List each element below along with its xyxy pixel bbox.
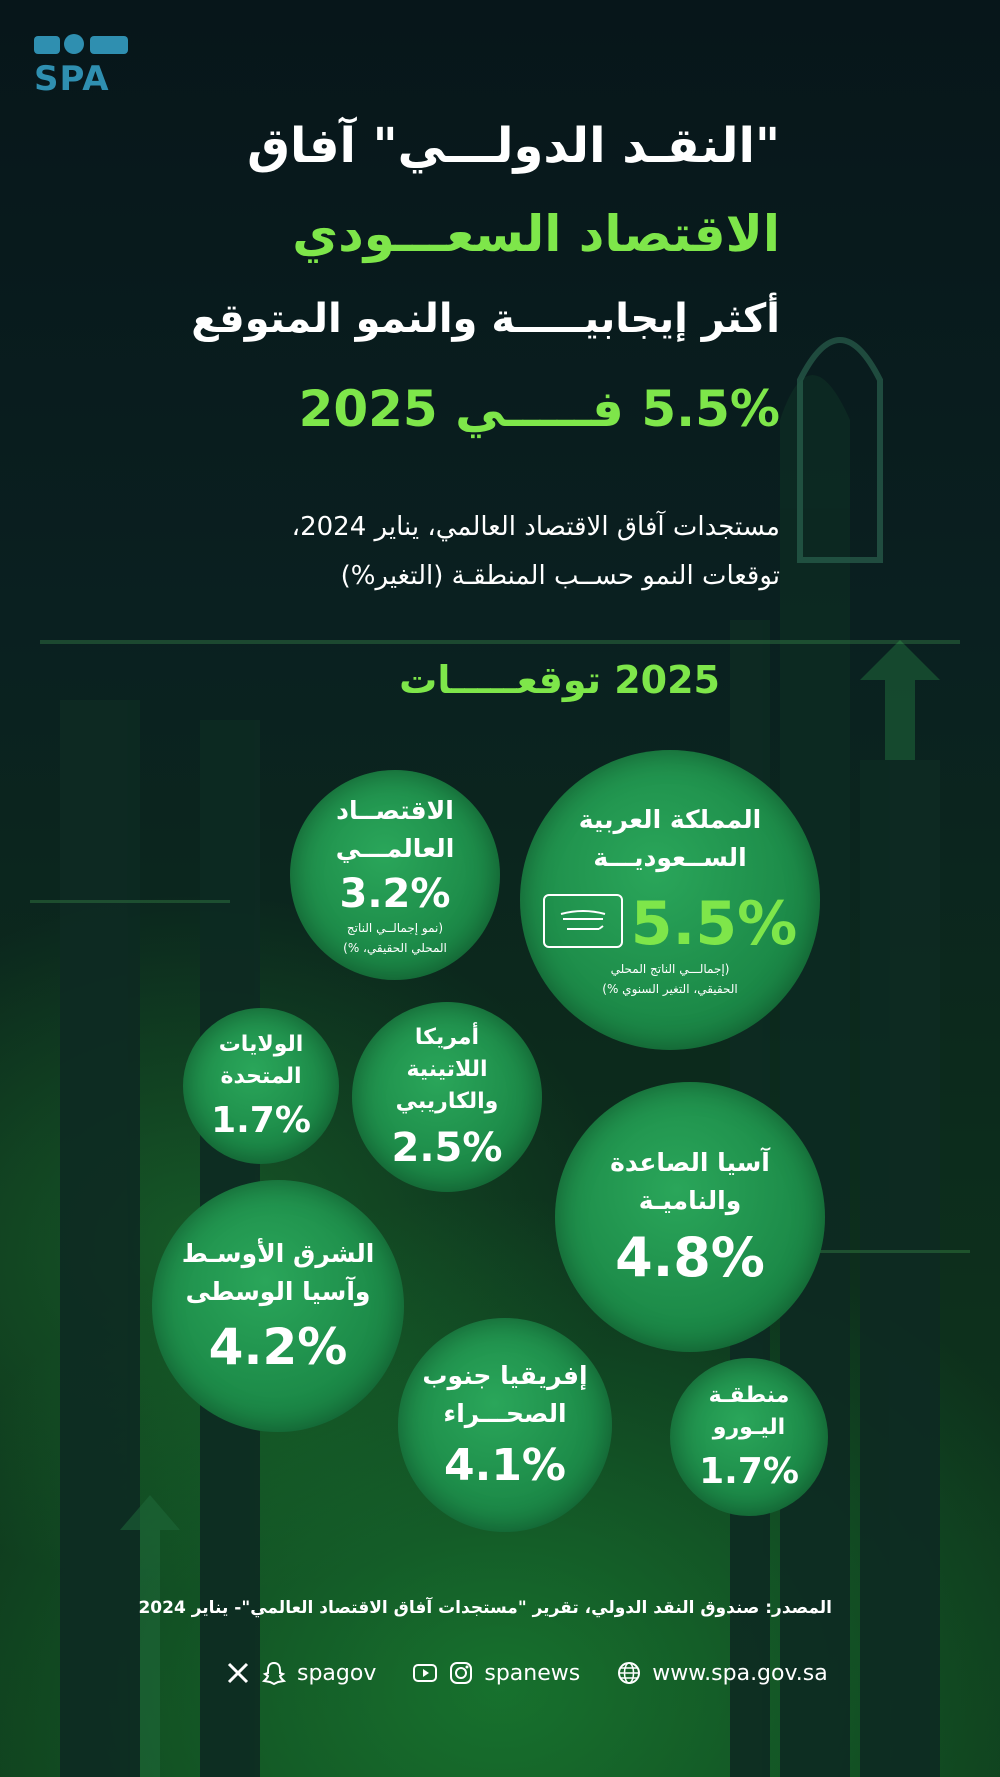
subtitle-line-1: مستجدات آفاق الاقتصاد العالمي، يناير 2024، xyxy=(291,512,780,542)
latam-label-3: والكاريبي xyxy=(395,1089,499,1114)
spa-logo-text: SPA xyxy=(34,59,110,99)
circle-united-states xyxy=(183,1008,339,1164)
ksa-value: 5.5% xyxy=(630,889,798,959)
ksa-note-1: (إجمالـــي الناتج المحلي xyxy=(610,962,730,976)
euro-value: 1.7% xyxy=(699,1451,799,1492)
website-link[interactable]: www.spa.gov.sa xyxy=(652,1660,828,1686)
circle-world-economy xyxy=(290,770,500,980)
latam-label-2: اللاتينية xyxy=(406,1057,488,1082)
circle-euro-area xyxy=(670,1358,828,1516)
source-note: المصدر: صندوق النقد الدولي، تقرير "مستجدات آفاق الاقتصاد العالمي"- يناير 2024 xyxy=(138,1598,832,1618)
euro-label-1: منطقـة xyxy=(708,1383,790,1408)
x-icon[interactable] xyxy=(225,1660,251,1686)
me-label-1: الشرق الأوسـط xyxy=(181,1239,375,1268)
globe-icon xyxy=(616,1660,642,1686)
flag-emblem-icon xyxy=(543,894,623,948)
spa-logo-emblem-icon xyxy=(34,30,134,60)
usa-label-2: المتحدة xyxy=(220,1064,302,1089)
headline-line-4: 5.5% فـــــي 2025 xyxy=(298,380,780,438)
africa-label-2: الصحـــراء xyxy=(443,1399,567,1428)
usa-value: 1.7% xyxy=(211,1100,311,1141)
euro-label-2: اليـورو xyxy=(712,1415,786,1440)
usa-label-1: الولايات xyxy=(218,1032,304,1057)
asia-label-1: آسيا الصاعدة xyxy=(610,1148,770,1177)
footer-social-bar xyxy=(225,1660,828,1686)
world-label-2: العالمـــي xyxy=(335,834,455,863)
snapchat-icon[interactable] xyxy=(261,1660,287,1686)
spa-logo xyxy=(34,30,134,100)
circle-saudi-arabia xyxy=(520,750,820,1050)
latam-value: 2.5% xyxy=(391,1125,503,1171)
handle-spagov[interactable]: spagov xyxy=(297,1660,377,1686)
asia-label-2: والناميـة xyxy=(638,1186,742,1215)
world-label-1: الاقتصــاد xyxy=(336,796,454,825)
me-label-2: وآسيا الوسطى xyxy=(185,1277,371,1306)
headline-line-2: الاقتصاد السعـــودي xyxy=(292,205,780,263)
forecast-title: 2025 توقعـــــات xyxy=(399,658,720,702)
ksa-note-2: الحقيقي، التغير السنوي %) xyxy=(602,982,738,996)
circle-emerging-asia xyxy=(555,1082,825,1352)
me-value: 4.2% xyxy=(208,1318,348,1376)
africa-value: 4.1% xyxy=(443,1440,567,1491)
circle-middle-east-central-asia xyxy=(152,1180,404,1432)
asia-value: 4.8% xyxy=(615,1226,765,1289)
circle-sub-saharan-africa xyxy=(398,1318,612,1532)
subtitle-line-2: توقعات النمو حســب المنطقـة (التغير%) xyxy=(340,561,780,591)
circle-latin-america xyxy=(352,1002,542,1192)
africa-label-1: إفريقيا جنوب xyxy=(422,1361,588,1390)
handle-spanews[interactable]: spanews xyxy=(484,1660,581,1686)
ksa-label-2: الســعوديـــة xyxy=(593,843,747,872)
instagram-icon[interactable] xyxy=(448,1660,474,1686)
ksa-label-1: المملكة العربية xyxy=(578,805,762,834)
world-note-2: المحلي الحقيقي، %) xyxy=(343,941,447,955)
world-value: 3.2% xyxy=(339,871,451,917)
latam-label-1: أمريكا xyxy=(414,1025,480,1050)
youtube-icon[interactable] xyxy=(412,1660,438,1686)
headline-line-3: أكثر إيجابيـــــة والنمو المتوقع xyxy=(191,296,780,342)
headline-line-1: "النقـد الدولـــي" آفاق xyxy=(247,118,780,174)
world-note-1: (نمو إجمالــي الناتج xyxy=(346,921,444,935)
